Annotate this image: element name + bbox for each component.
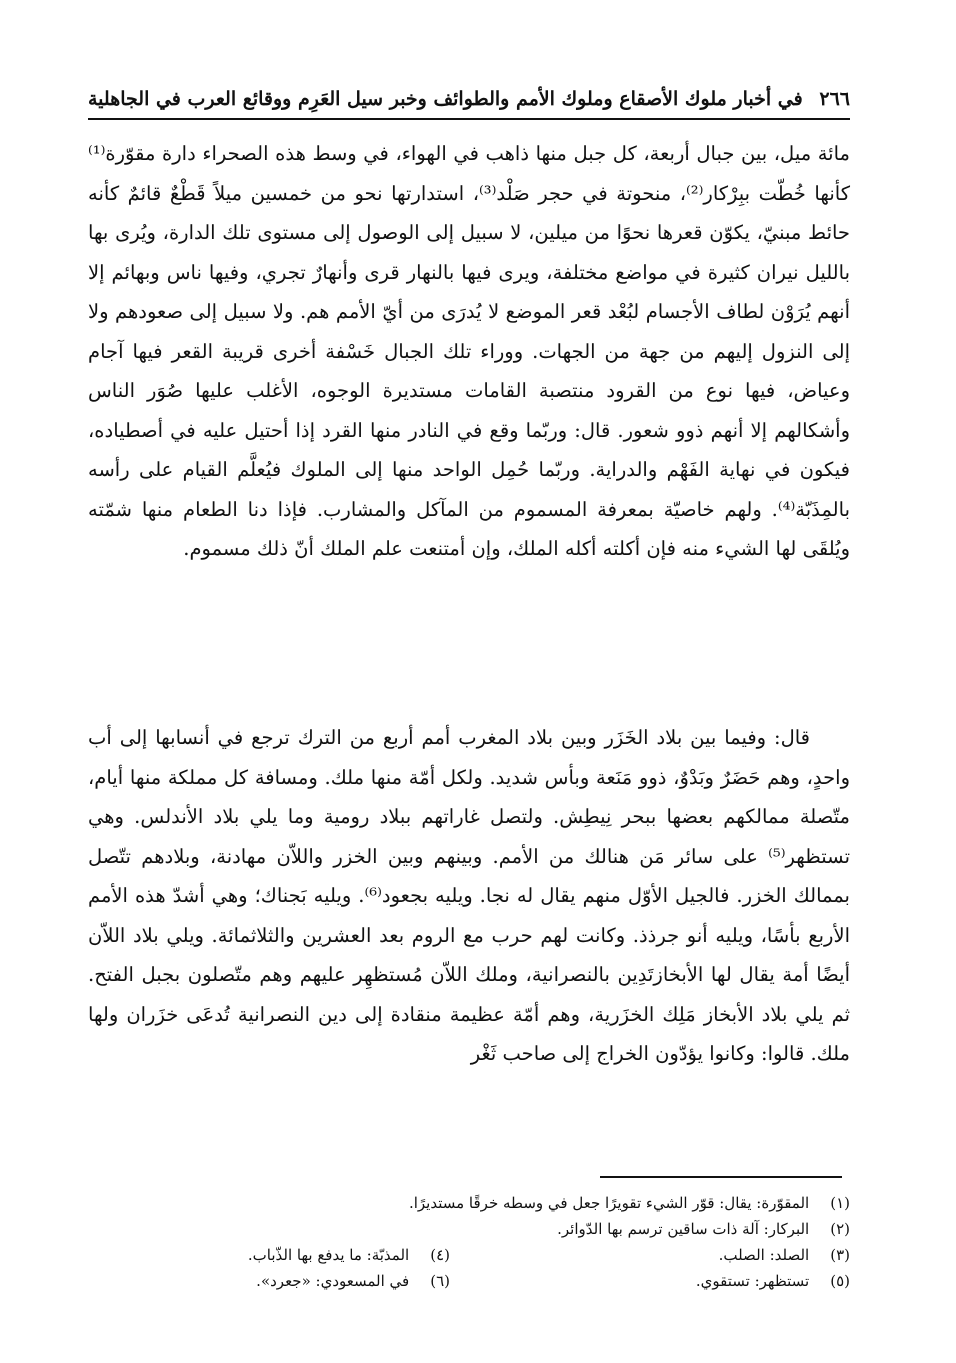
- footnote-row: [120, 1216, 850, 1242]
- footnote-1: [409, 1190, 850, 1216]
- footnote-2: [557, 1216, 850, 1242]
- running-header: [88, 82, 850, 116]
- footnotes: [120, 1190, 850, 1294]
- footnote-text: البركار: آلة ذات ساقين ترسم بها الدّوائر.: [557, 1220, 810, 1238]
- footnote-number: (٤): [430, 1246, 450, 1264]
- footnote-number: (٣): [830, 1246, 850, 1264]
- footnote-text: في المسعودي: «جعرد».: [256, 1272, 410, 1290]
- footnote-text: الصلد: الصلب.: [718, 1246, 810, 1264]
- footnote-text: المذبّة: ما يدفع بها الذّباب.: [247, 1246, 410, 1264]
- paragraph-1-text: مائة ميل، بين جبال أربعة، كل جبل منها ذاهب في الهواء، في وسط هذه الصحراء دارة مقوّرة⁽¹⁾ كأنها خُطّت ببِرْكار⁽²⁾، منحوتة في حجر صَلْد⁽³⁾، استدارتها نحو من خمسين ميلاً قَطْعٌ قائمٌ كأنه حائط مبنيّ، يكوّن قعرها نحوًا من ميلين، لا سبيل إلى الوصول إلى مستوى تلك الدارة، ويُرى بها بالليل نيران كثيرة في مواضع مختلفة، ويرى فيها بالنهار قرى وأنهارٌ تجري، وفيها ناس وبهائم إلا أنهم يُرَوْن لطاف الأجسام لبُعْد قعر الموضع لا يُدرَى من أيّ الأمم هم. ولا سبيل إلى صعودهم ولا إلى النزول إليهم من جهة من الجهات. ووراء تلك الجبال خَسْفة أخرى قريبة القعر فيها آجام وعياض، فيها نوع من القرود منتصبة القامات مستديرة الوجوه، الأغلب عليها صُوَر الناس وأشكالهم إلا أنهم ذوو شعور. قال: وربّما وقع في النادر منها القرد إذا أحتيل عليه في أصطياده، فيكون في نهاية الفَهْم والدراية. وربّما حُمِل الواحد منها إلى الملوك فيُعلَّم القيام على رأسه بالمِذَبّة⁽⁴⁾. ولهم خاصيّة بمعرفة المسموم من المآكل والمشارب. فإذا دنا الطعام منها شمّته ويُلقَى لها الشيء منه فإن أكلته أكله الملك، وإن أمتنعت علم الملك أنّ ذلك مسموم.: [88, 142, 850, 560]
- footnote-6: [256, 1268, 450, 1294]
- header-rule: [88, 118, 850, 120]
- footnote-rule: [600, 1176, 842, 1178]
- chapter-title: في أخبار ملوك الأصقاع وملوك الأمم والطوائف وخبر سيل العَرِم ووقائع العرب في الجاهلية: [88, 88, 803, 110]
- footnote-number: (٢): [830, 1220, 850, 1238]
- footnote-row: [120, 1242, 850, 1268]
- footnote-5: [450, 1268, 850, 1294]
- footnote-number: (٦): [430, 1272, 450, 1290]
- paragraph-2: [88, 718, 850, 1074]
- footnote-4: [248, 1242, 450, 1268]
- footnote-number: (٥): [830, 1272, 850, 1290]
- footnote-text: المقوّرة: يقال: قوّر الشيء تقويرًا جعل في وسطه خرقًا مستديرًا.: [408, 1194, 810, 1212]
- footnote-row: [120, 1268, 850, 1294]
- paragraph-2-text: قال: وفيما بين بلاد الخَزَر وبين بلاد المغرب أمم أربع من الترك ترجع في أنسابها إلى أب واحدٍ، وهم حَضَرٌ وبَدْوٌ، ذوو مَنَعة وبأس شديد. ولكل أمّة منها ملك. ومسافة كل مملكة منها أيام، متّصلة ممالكهم بعضها ببحر نِيطِش. ولتصل غاراتهم ببلاد رومية وما يلي بلاد الأندلس. وهي تستظهر⁽⁵⁾ على سائر مَن هنالك من الأمم. وبينهم وبين الخزر واللاّن مهادنة، وبلادهم تتّصل بممالك الخزر. فالجيل الأوّل منهم يقال له نجا. ويليه بجعود⁽⁶⁾. ويليه بَجناك؛ وهي أشدّ هذه الأمم الأربع بأسًا، ويليه أنو جرذذ. وكانت لهم حرب مع الروم بعد العشرين والثلاثمائة. ويلي بلاد اللاّن أيضًا أمة يقال لها الأبخازتَدِين بالنصرانية، وملك اللاّن مُستظهِر عليهم وهم متّصلون بجبل الفتح. ثم يلي بلاد الأبخاز مَلِك الخزَرية، وهم أمّة عظيمة منقادة إلى دين النصرانية تُدعَى خزَران ولها ملك. قالوا: وكانوا يؤدّون الخراج إلى صاحب ثَغْر: [88, 726, 850, 1065]
- footnote-row: [120, 1190, 850, 1216]
- paragraph-1: [88, 134, 850, 569]
- page-number: ٢٦٦: [819, 88, 850, 110]
- footnote-3: [450, 1242, 850, 1268]
- footnote-number: (١): [830, 1194, 850, 1212]
- footnote-text: تستظهر: تستقوي.: [695, 1272, 810, 1290]
